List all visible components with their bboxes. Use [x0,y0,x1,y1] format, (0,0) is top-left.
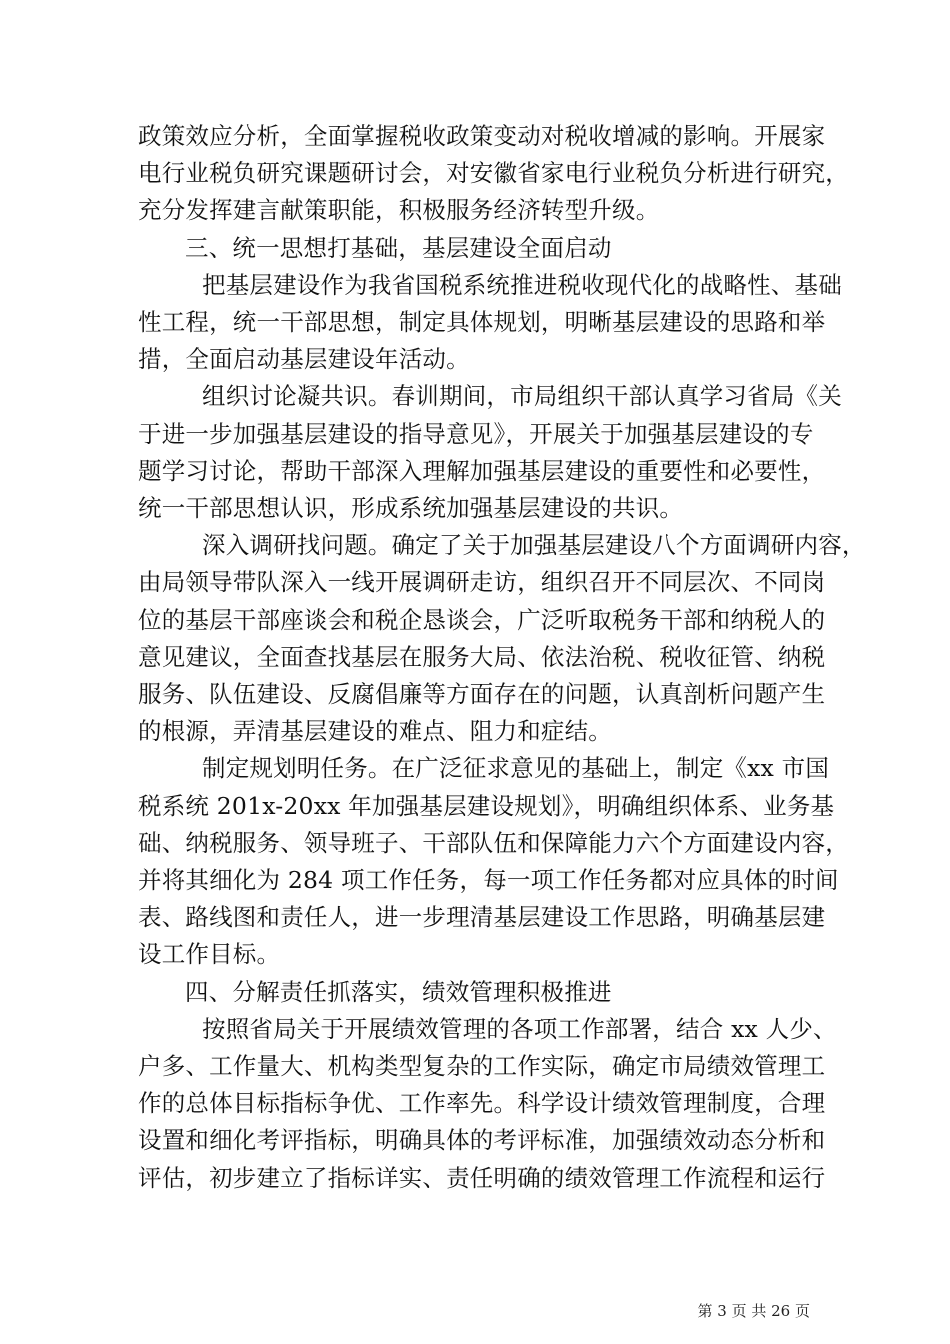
paragraph [138,750,849,973]
text-line: 把基层建设作为我省国税系统推进税收现代化的战略性、基础 [202,270,842,299]
section-heading [138,974,818,1011]
text-line: 由局领导带队深入一线开展调研走访，组织召开不同层次、不同岗 [138,568,826,597]
paragraph [138,378,842,527]
text-line: 的根源，弄清基层建设的难点、阻力和症结。 [138,717,612,746]
text-line: 统一干部思想认识，形成系统加强基层建设的共识。 [138,494,684,523]
text-line: 础、纳税服务、领导班子、干部队伍和保障能力六个方面建设内容， [138,828,849,857]
text-line: 并将其细化为 284 项工作任务，每一项工作任务都对应具体的时间 [138,866,839,895]
text-line: 按照省局关于开展绩效管理的各项工作部署，结合 xx 人少、 [202,1014,837,1043]
text-line: 题学习讨论，帮助干部深入理解加强基层建设的重要性和必要性， [138,456,826,485]
page-number-footer: 第 3 页 共 26 页 [697,1302,810,1320]
text-line: 充分发挥建言献策职能，积极服务经济转型升级。 [138,196,660,225]
text-line: 组织讨论凝共识。春训期间，市局组织干部认真学习省局《关 [202,382,842,411]
text-line: 评估，初步建立了指标详实、责任明确的绩效管理工作流程和运行 [138,1163,826,1192]
paragraph [138,118,849,230]
heading-text: 四、分解责任抓落实，绩效管理积极推进 [185,977,612,1006]
text-line: 设工作目标。 [138,940,281,969]
section-heading [138,230,818,267]
text-line: 政策效应分析，全面掌握税收政策变动对税收增减的影响。开展家 [138,122,826,150]
text-line: 作的总体目标指标争优、工作率先。科学设计绩效管理制度，合理 [138,1089,826,1118]
text-line: 户多、工作量大、机构类型复杂的工作实际，确定市局绩效管理工 [138,1052,826,1081]
text-line: 税系统 201x-20xx 年加强基层建设规划》，明确组织体系、业务基 [138,791,835,820]
text-line: 表、路线图和责任人，进一步理清基层建设工作思路，明确基层建 [138,903,826,932]
text-line: 制定规划明任务。在广泛征求意见的基础上，制定《xx 市国 [202,754,830,783]
paragraph [138,527,866,750]
text-line: 设置和细化考评指标，明确具体的考评标准，加强绩效动态分析和 [138,1126,826,1155]
text-line: 意见建议，全面查找基层在服务大局、依法治税、税收征管、纳税 [138,642,826,671]
text-line: 深入调研找问题。确定了关于加强基层建设八个方面调研内容， [202,531,866,560]
text-line: 服务、队伍建设、反腐倡廉等方面存在的问题，认真剖析问题产生 [138,680,826,709]
text-line: 电行业税负研究课题研讨会，对安徽省家电行业税负分析进行研究， [138,159,849,188]
text-line: 位的基层干部座谈会和税企恳谈会，广泛听取税务干部和纳税人的 [138,605,826,634]
document-body [138,118,866,1197]
heading-text: 三、统一思想打基础，基层建设全面启动 [185,233,612,262]
text-line: 性工程，统一干部思想，制定具体规划，明晰基层建设的思路和举 [138,308,826,337]
paragraph [138,1011,837,1197]
text-line: 措，全面启动基层建设年活动。 [138,345,470,374]
text-line: 于进一步加强基层建设的指导意见》，开展关于加强基层建设的专 [138,419,814,448]
paragraph [138,267,842,379]
